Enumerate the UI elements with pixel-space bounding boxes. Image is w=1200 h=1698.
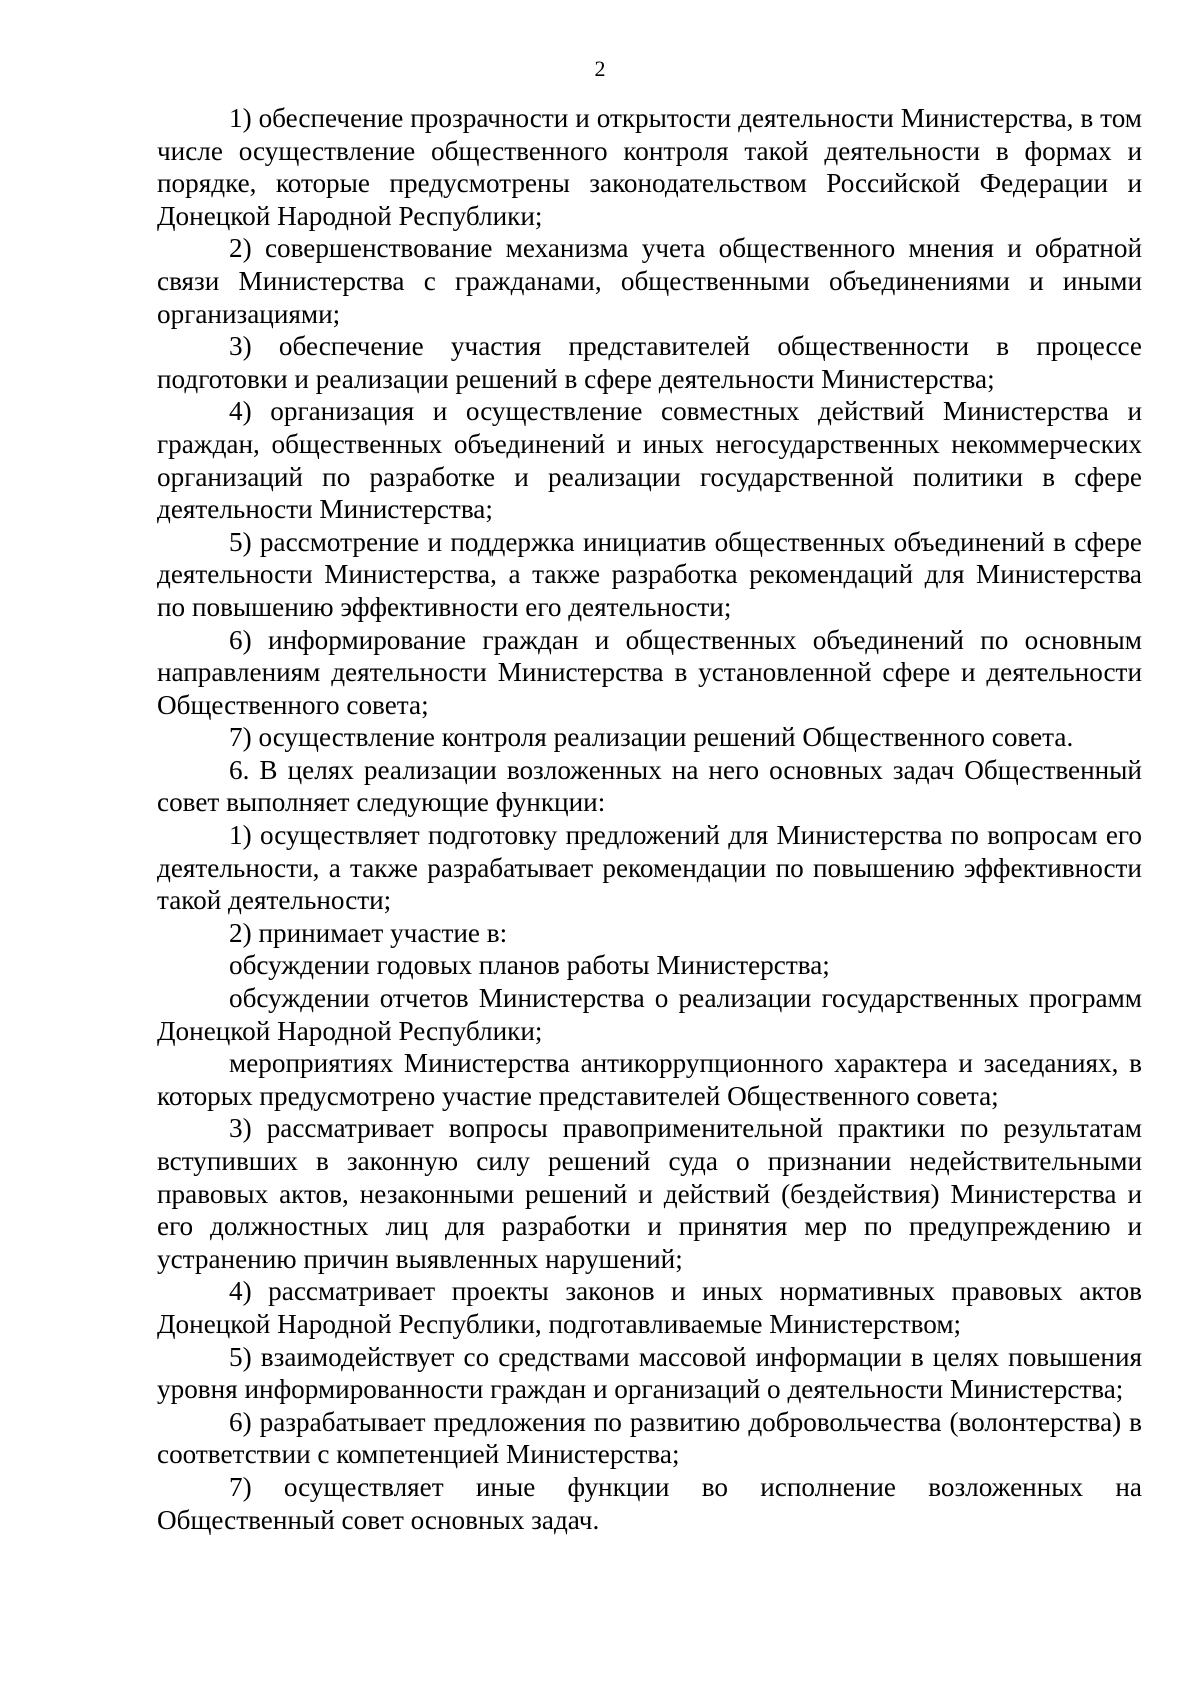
paragraph-task-7: 7) осуществление контроля реализации решений Общественного совета.: [229, 722, 1074, 753]
paragraph-function-2-item-1: обсуждении годовых планов работы Министерства;: [229, 950, 830, 981]
paragraph-function-2-item-3: мероприятиях Министерства антикоррупционного характера и заседаниях, в которых предусмотрено участие представителей Общественного совета;: [157, 1048, 1142, 1111]
page-number: 2: [594, 56, 606, 81]
paragraph-section-6: 6. В целях реализации возложенных на него основных задач Общественный совет выполняет следующие функции:: [157, 754, 1142, 818]
paragraph-task-4: 4) организация и осуществление совместных действий Министерства и граждан, общественных объединений и иных негосударственных некоммерческих организаций по разработке и реализации государственной политики в сфере деятельности Министерства;: [157, 396, 1142, 525]
paragraph-function-3: 3) рассматривает вопросы правоприменительной практики по результатам вступивших в законную силу решений суда о признании недействительными правовых актов, незаконными решений и действий (бездействия) Министерства и его должностных лиц для разработки и принятия мер по предупреждению и устранению причин выявленных нарушений;: [157, 1113, 1142, 1274]
paragraph-task-5: 5) рассмотрение и поддержка инициатив общественных объединений в сфере деятельности Министерства, а также разработка рекомендаций для Министерства по повышению эффективности его деятельности;: [157, 526, 1142, 622]
paragraph-function-2-item-2: обсуждении отчетов Министерства о реализации государственных программ Донецкой Народной Республики;: [157, 983, 1142, 1046]
paragraph-task-2: 2) совершенствование механизма учета общественного мнения и обратной связи Министерства с гражданами, общественными объединениями и иными организациями;: [157, 233, 1142, 329]
paragraph-task-3: 3) обеспечение участия представителей общественности в процессе подготовки и реализации решений в сфере деятельности Министерства;: [157, 331, 1142, 394]
paragraph-task-6: 6) информирование граждан и общественных объединений по основным направлениям деятельности Министерства в установленной сфере и деятельности Общественного совета;: [157, 624, 1142, 720]
paragraph-function-2: 2) принимает участие в:: [229, 917, 508, 948]
paragraph-function-6: 6) разрабатывает предложения по развитию добровольчества (волонтерства) в соответствии с компетенцией Министерства;: [157, 1406, 1142, 1470]
paragraph-task-1: 1) обеспечение прозрачности и открытости деятельности Министерства, в том числе осуществление общественного контроля такой деятельности в формах и порядке, которые предусмотрены законодательством Российской Федерации и Донецкой Народной Республики;: [157, 103, 1142, 231]
paragraph-function-5: 5) взаимодействует со средствами массовой информации в целях повышения уровня информированности граждан и организаций о деятельности Министерства;: [157, 1341, 1142, 1405]
paragraph-function-7: 7) осуществляет иные функции во исполнение возложенных на Общественный совет основных задач.: [157, 1471, 1142, 1535]
paragraph-function-4: 4) рассматривает проекты законов и иных нормативных правовых актов Донецкой Народной Республики, подготавливаемые Министерством;: [157, 1276, 1142, 1339]
paragraph-function-1: 1) осуществляет подготовку предложений для Министерства по вопросам его деятельности, а также разрабатывает рекомендации по повышению эффективности такой деятельности;: [157, 820, 1142, 916]
document-body: [157, 102, 1142, 1536]
